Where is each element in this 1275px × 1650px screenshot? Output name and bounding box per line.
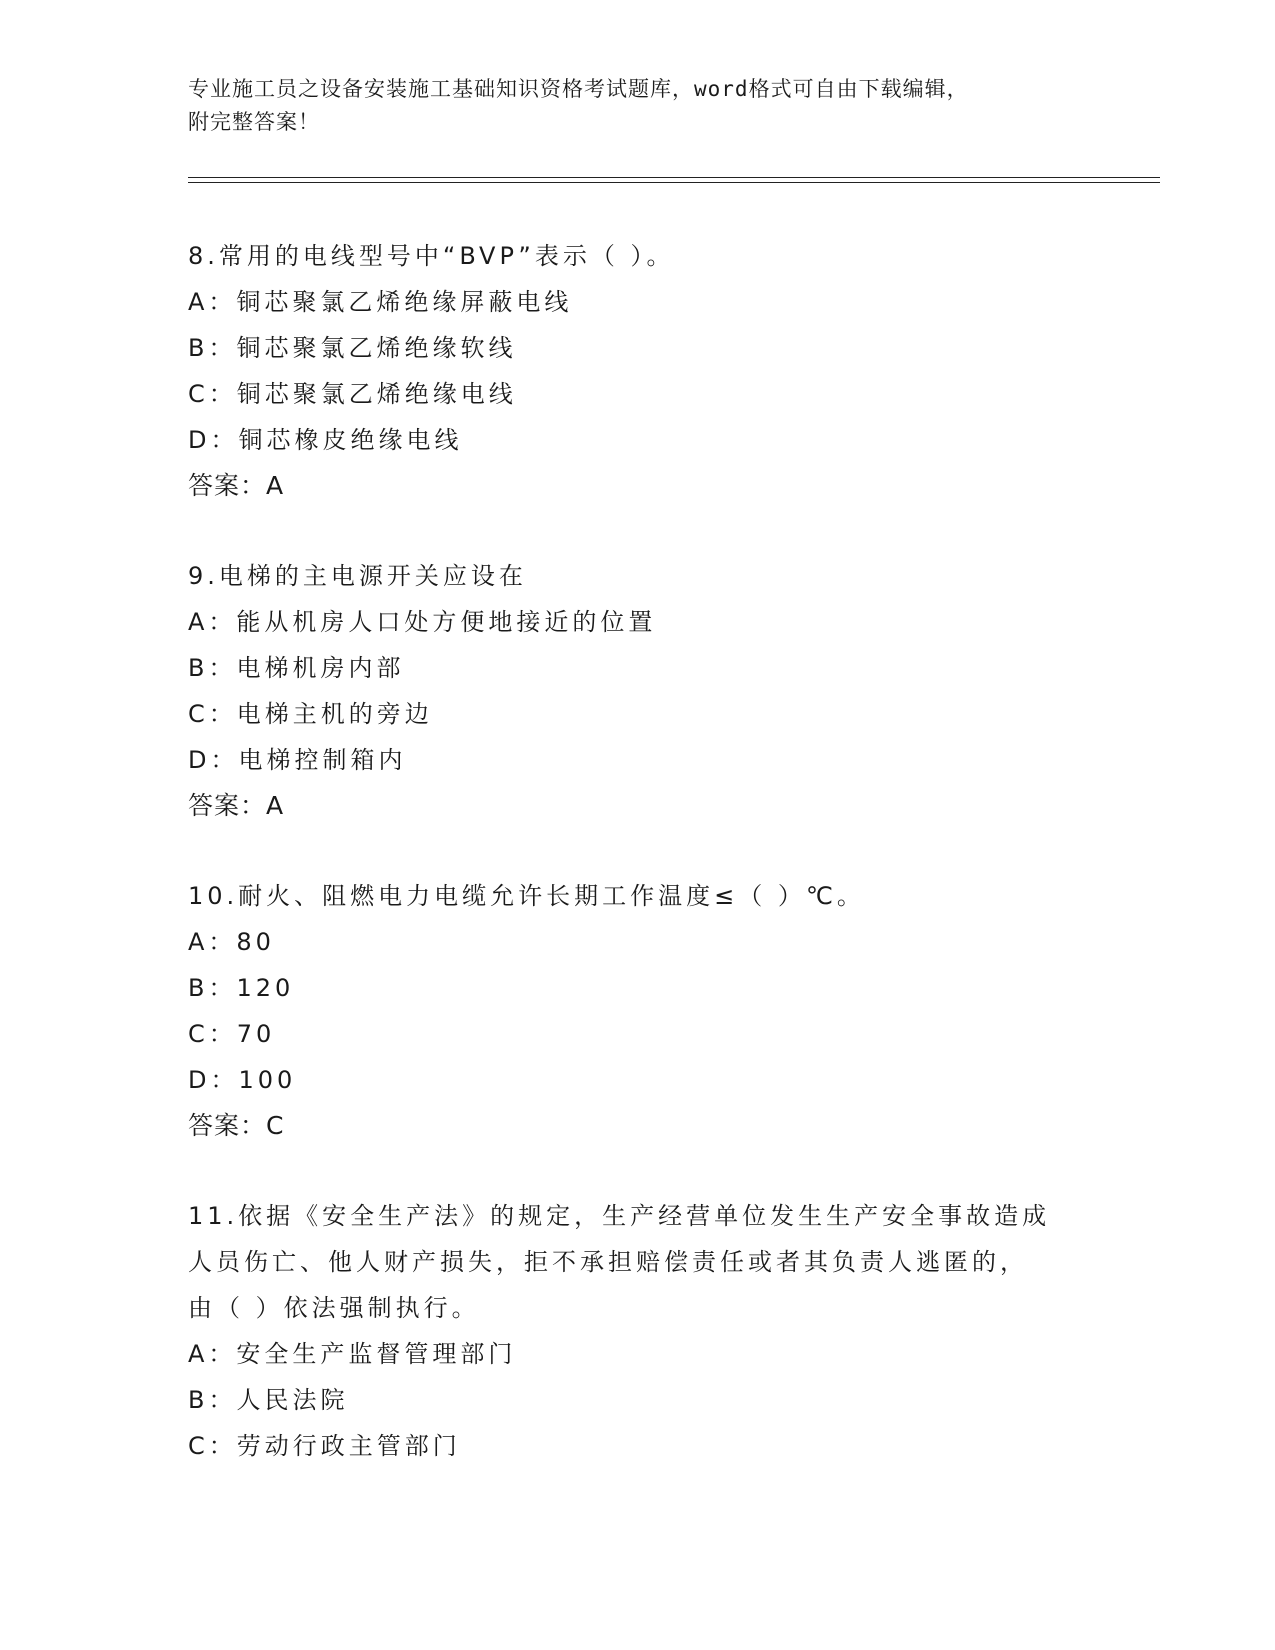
answer-line: 答案：C bbox=[188, 1111, 285, 1140]
document-header bbox=[188, 73, 1078, 139]
option-a: A：80 bbox=[188, 928, 275, 956]
option-c: C：电梯主机的旁边 bbox=[188, 700, 433, 728]
question-stem: 10.耐火、阻燃电力电缆允许长期工作温度≤（ ）℃。 bbox=[188, 882, 865, 910]
option-c: C：70 bbox=[188, 1020, 276, 1048]
answer-line: 答案：A bbox=[188, 791, 285, 820]
option-d: D：100 bbox=[188, 1066, 297, 1094]
option-d: D：铜芯橡皮绝缘电线 bbox=[188, 426, 463, 454]
option-a: A：能从机房人口处方便地接近的位置 bbox=[188, 608, 657, 636]
question-8 bbox=[188, 233, 1088, 509]
option-d: D：电梯控制箱内 bbox=[188, 746, 407, 774]
answer-line: 答案：A bbox=[188, 471, 285, 500]
question-stem-line-3: 由（ ）依法强制执行。 bbox=[188, 1294, 480, 1322]
option-b: B：120 bbox=[188, 974, 295, 1002]
question-9 bbox=[188, 553, 1088, 829]
option-a: A：铜芯聚氯乙烯绝缘屏蔽电线 bbox=[188, 288, 573, 316]
option-b: B：电梯机房内部 bbox=[188, 654, 405, 682]
option-b: B：人民法院 bbox=[188, 1386, 349, 1414]
option-b: B：铜芯聚氯乙烯绝缘软线 bbox=[188, 334, 517, 362]
question-stem-line-2: 人员伤亡、他人财产损失，拒不承担赔偿责任或者其负责人逃匿的， bbox=[188, 1248, 1028, 1276]
header-divider bbox=[188, 177, 1160, 183]
option-a: A：安全生产监督管理部门 bbox=[188, 1340, 517, 1368]
question-list bbox=[188, 233, 1088, 1513]
option-c: C：劳动行政主管部门 bbox=[188, 1432, 461, 1460]
question-11 bbox=[188, 1193, 1088, 1469]
header-line-2: 附完整答案！ bbox=[188, 110, 320, 134]
question-stem: 9.电梯的主电源开关应设在 bbox=[188, 562, 527, 590]
header-line-1: 专业施工员之设备安装施工基础知识资格考试题库，word格式可自由下载编辑， bbox=[188, 77, 969, 101]
question-10 bbox=[188, 873, 1088, 1149]
option-c: C：铜芯聚氯乙烯绝缘电线 bbox=[188, 380, 517, 408]
question-stem-line-1: 11.依据《安全生产法》的规定，生产经营单位发生生产安全事故造成 bbox=[188, 1202, 1051, 1230]
question-stem: 8.常用的电线型号中“BVP”表示（ ）。 bbox=[188, 242, 675, 270]
